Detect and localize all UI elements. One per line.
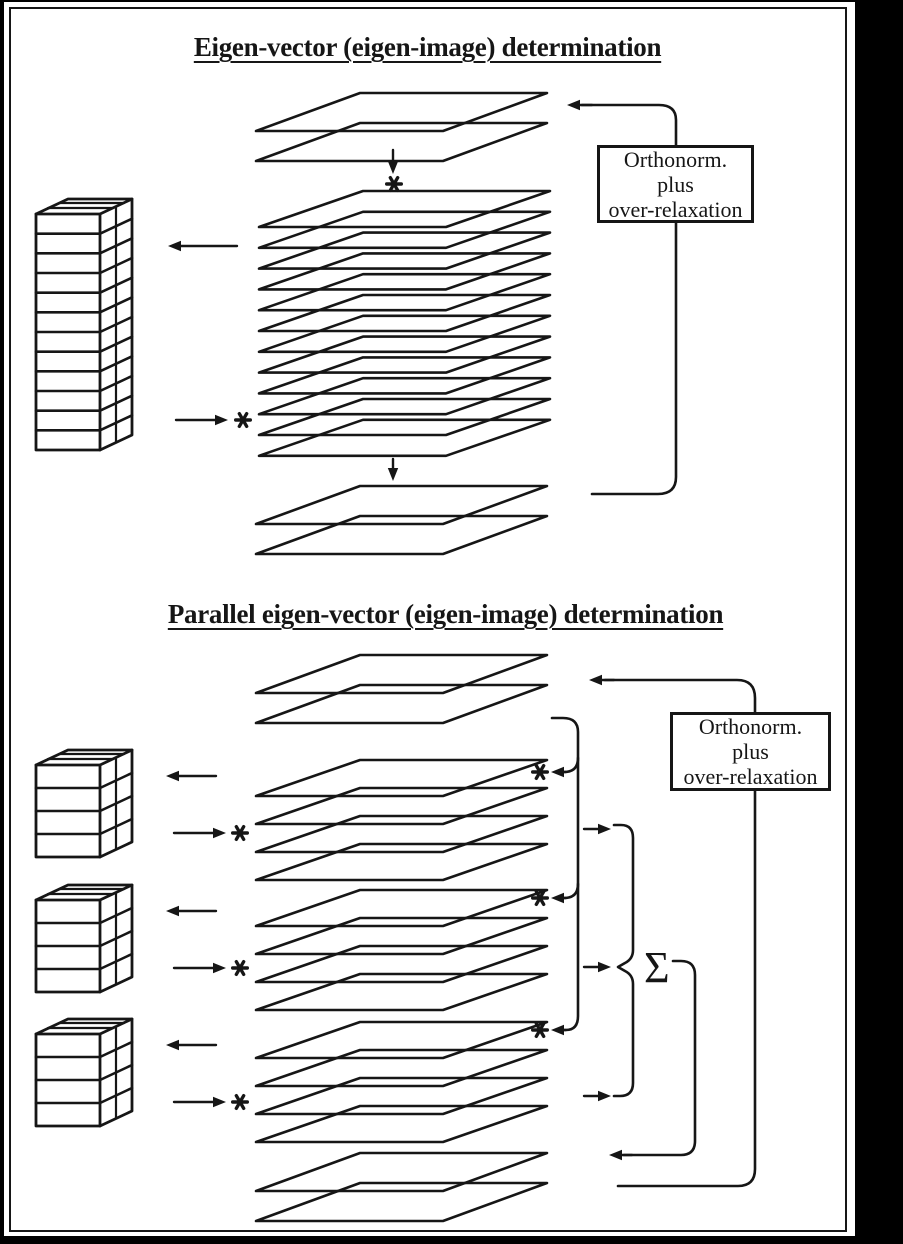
image-plane (259, 420, 550, 456)
orthonorm-box-bottom (670, 712, 831, 791)
plane-pair-new (256, 1153, 547, 1221)
partial-sum-arrow (584, 962, 611, 972)
to-block-arrow (166, 771, 216, 781)
loop-return-arrow (567, 100, 592, 110)
box-line-3: over-relaxation (683, 764, 818, 789)
image-plane (256, 1153, 547, 1191)
image-plane (256, 1050, 547, 1086)
image-plane (259, 399, 550, 435)
down-arrow (388, 150, 398, 174)
image-stack-3 (256, 1022, 547, 1142)
image-plane (259, 295, 550, 331)
sum-result-arrow (609, 1150, 632, 1160)
image-plane (256, 93, 547, 131)
sum-brace (584, 824, 633, 1101)
multiply-icon (236, 414, 251, 427)
down-arrow (388, 459, 398, 481)
multiply-icon (233, 962, 248, 975)
image-plane (256, 890, 547, 926)
image-plane (256, 974, 547, 1010)
multiply-icon (533, 766, 548, 779)
image-data-block-3 (36, 1019, 132, 1126)
box-line-2: plus (732, 739, 769, 764)
image-plane (256, 844, 547, 880)
image-plane (256, 946, 547, 982)
from-block-arrow (174, 828, 226, 838)
from-block-arrow (176, 415, 228, 425)
plane-pair-current (256, 655, 547, 723)
multiply-icon (387, 178, 402, 191)
image-plane (256, 788, 547, 824)
top-diagram (36, 93, 676, 554)
image-plane (256, 1183, 547, 1221)
to-block-arrow (168, 241, 237, 251)
plane-pair-current (256, 93, 547, 161)
image-plane (259, 191, 550, 227)
image-plane (259, 378, 550, 414)
to-block-arrow (166, 1040, 216, 1050)
image-plane (256, 918, 547, 954)
box-line-2: plus (657, 171, 694, 197)
image-plane (259, 233, 550, 269)
image-plane (259, 337, 550, 373)
plane-pair-new (256, 486, 547, 554)
image-plane (256, 816, 547, 852)
box-line-1: Orthonorm. (623, 146, 728, 172)
multiply-icon (233, 827, 248, 840)
image-data-block-1 (36, 750, 132, 857)
image-stack (259, 191, 550, 456)
orthonorm-box-top (597, 145, 754, 223)
partial-sum-arrow (584, 1091, 611, 1101)
image-plane (259, 212, 550, 248)
multiply-icon (233, 1096, 248, 1109)
bottom-diagram (36, 655, 755, 1221)
multiply-arrow (551, 767, 566, 777)
image-plane (256, 123, 547, 161)
partial-sum-arrow (584, 824, 611, 834)
loop-return-arrow (589, 675, 614, 685)
sum-symbol: Σ (644, 943, 670, 992)
multiply-arrow (551, 893, 566, 903)
image-plane (256, 760, 547, 796)
top-diagram-title: Eigen-vector (eigen-image) determination (193, 32, 662, 62)
distribute-line (533, 718, 578, 1036)
from-block-arrow (174, 963, 226, 973)
image-plane (256, 1078, 547, 1114)
box-line-3: over-relaxation (608, 196, 743, 222)
from-block-arrow (174, 1097, 226, 1107)
to-block-arrow (166, 906, 216, 916)
image-plane (259, 253, 550, 289)
image-plane (256, 685, 547, 723)
image-stack-1 (256, 760, 547, 880)
image-plane (259, 357, 550, 393)
multiply-arrow (551, 1025, 566, 1035)
image-plane (259, 316, 550, 352)
bottom-diagram-title: Parallel eigen-vector (eigen-image) determination (167, 599, 724, 629)
image-plane (256, 1106, 547, 1142)
image-data-block (36, 199, 132, 450)
image-plane (256, 655, 547, 693)
image-data-block-2 (36, 885, 132, 992)
box-line-1: Orthonorm. (698, 714, 803, 739)
image-stack-2 (256, 890, 547, 1010)
image-plane (256, 516, 547, 554)
image-plane (259, 274, 550, 310)
image-plane (256, 1022, 547, 1058)
image-plane (256, 486, 547, 524)
